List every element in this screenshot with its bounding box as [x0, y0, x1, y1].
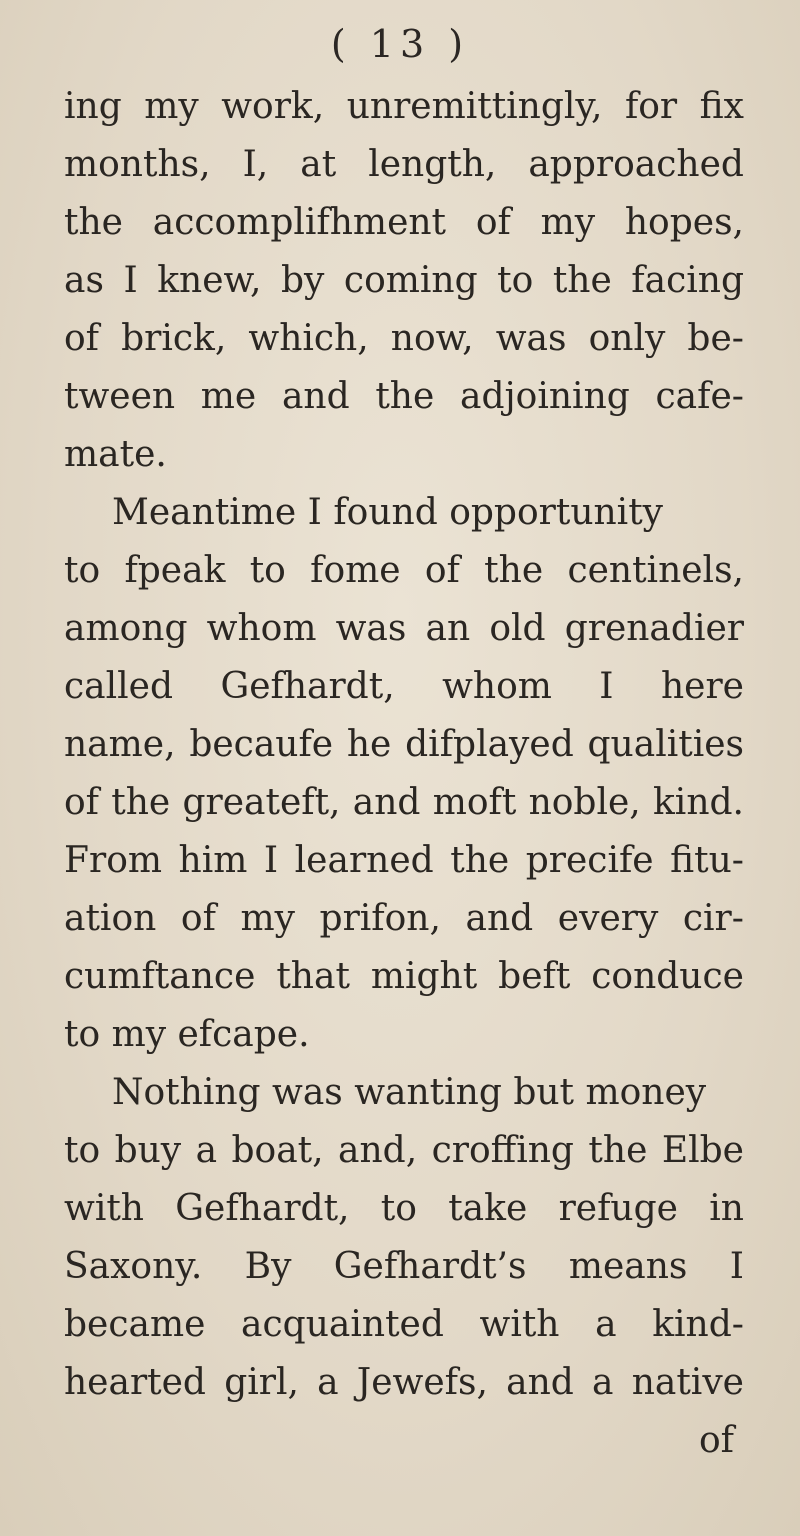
page-number: ( 13 ) — [330, 22, 470, 66]
text-line: the accomplifhment of my hopes, — [64, 202, 744, 243]
text-line: name, becaufe he difplayed qualities — [64, 724, 744, 765]
text-line: of the greateft, and moft noble, kind. — [64, 782, 744, 823]
text-line: Nothing was wanting but money — [112, 1072, 707, 1113]
text-line: with Gefhardt, to take refuge in — [64, 1188, 744, 1229]
text-line: Saxony. By Gefhardt’s means I — [64, 1246, 744, 1287]
text-line: cumftance that might beft conduce — [64, 956, 744, 997]
text-line: hearted girl, a Jewefs, and a native — [64, 1362, 744, 1403]
text-line: as I knew, by coming to the facing — [64, 260, 744, 301]
text-line: of — [699, 1420, 734, 1461]
text-line: From him I learned the precife fitu- — [64, 840, 744, 881]
text-line: months, I, at length, approached — [64, 144, 744, 185]
text-line: tween me and the adjoining cafe- — [64, 376, 744, 417]
text-line: ation of my prifon, and every cir- — [64, 898, 744, 939]
text-line: of brick, which, now, was only be- — [64, 318, 744, 359]
text-line: to fpeak to fome of the centinels, — [64, 550, 744, 591]
text-line: ing my work, unremittingly, for fix — [64, 86, 744, 127]
body-text — [64, 78, 744, 1470]
text-line: among whom was an old grenadier — [64, 608, 744, 649]
text-line: mate. — [64, 434, 167, 475]
text-line: Meantime I found opportunity — [112, 492, 664, 533]
text-line: to my efcape. — [64, 1014, 310, 1055]
text-line: called Gefhardt, whom I here — [64, 666, 744, 707]
text-line: to buy a boat, and, croffing the Elbe — [64, 1130, 744, 1171]
text-line: became acquainted with a kind- — [64, 1304, 744, 1345]
